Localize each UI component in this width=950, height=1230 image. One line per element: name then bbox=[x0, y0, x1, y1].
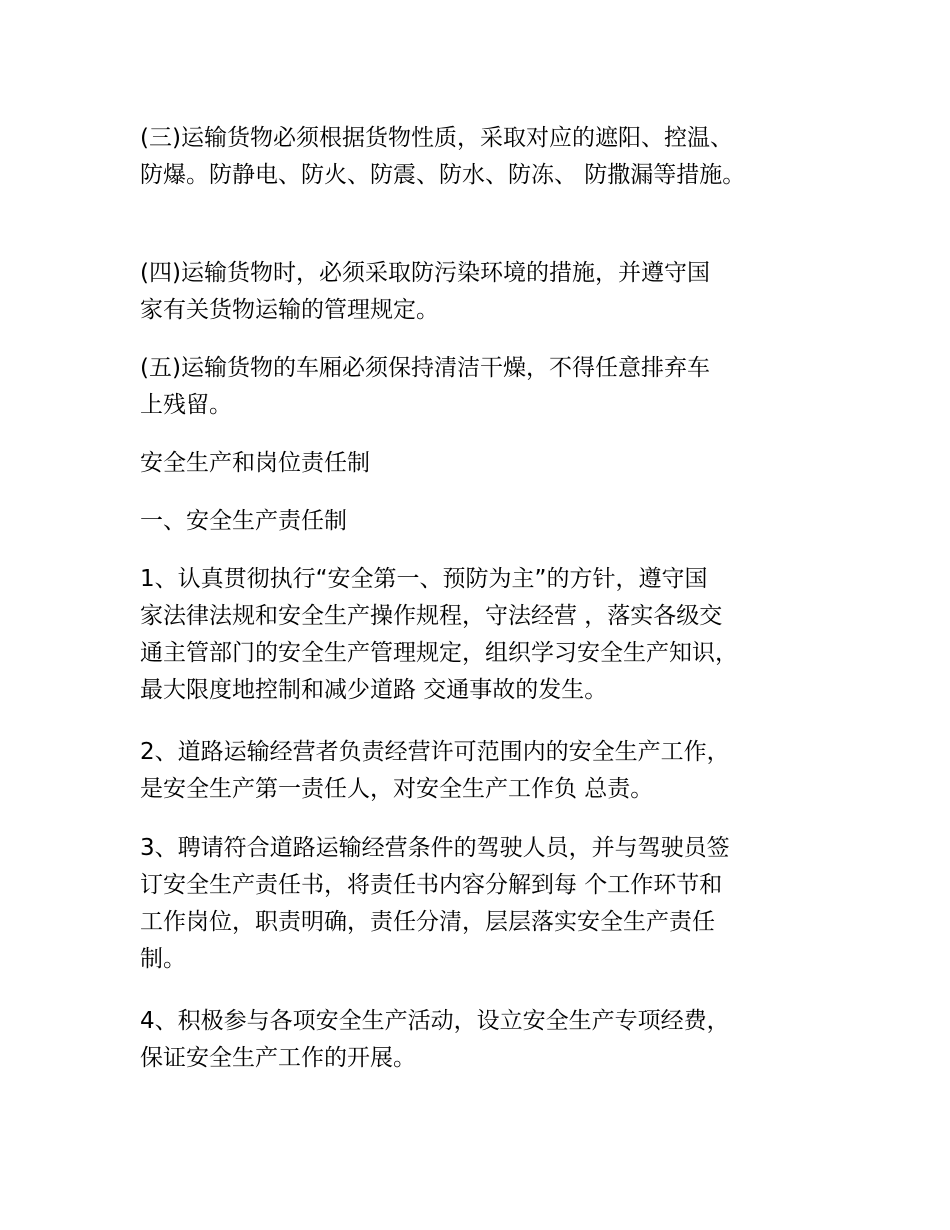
heading-line: 一、安全生产责任制 bbox=[140, 508, 347, 534]
paragraph-item-3 bbox=[140, 830, 820, 978]
text-line: 家法律法规和安全生产操作规程，守法经营 ，落实各级交 bbox=[140, 603, 723, 629]
paragraph-cargo-cleanliness bbox=[140, 350, 820, 424]
text-line: 工作岗位，职责明确，责任分清，层层落实安全生产责任 bbox=[140, 909, 715, 935]
text-line: 是安全生产第一责任人，对安全生产工作负 总责。 bbox=[140, 776, 654, 802]
text-line: 保证安全生产工作的开展。 bbox=[140, 1045, 416, 1071]
text-line: 防爆。防静电、防火、防震、防水、防冻、 防撒漏等措施。 bbox=[140, 162, 746, 188]
paragraph-pollution-prevention bbox=[140, 255, 820, 329]
paragraph-item-4 bbox=[140, 1003, 820, 1077]
text-line: 3、聘请符合道路运输经营条件的驾驶人员，并与驾驶员签 bbox=[140, 835, 730, 861]
paragraph-item-1 bbox=[140, 561, 820, 709]
text-line: 家有关货物运输的管理规定。 bbox=[140, 297, 439, 323]
paragraph-item-2 bbox=[140, 734, 820, 808]
text-line: 2、道路运输经营者负责经营许可范围内的安全生产工作， bbox=[140, 739, 730, 765]
text-line: 1、认真贯彻执行“安全第一、预防为主”的方针，遵守国 bbox=[140, 566, 708, 592]
text-line: 上残留。 bbox=[140, 392, 232, 418]
heading-line: 安全生产和岗位责任制 bbox=[140, 450, 370, 476]
subsection-heading bbox=[140, 503, 820, 540]
text-line: 制。 bbox=[140, 946, 186, 972]
section-heading bbox=[140, 445, 820, 482]
text-line: 通主管部门的安全生产管理规定，组织学习安全生产知识， bbox=[140, 640, 738, 666]
text-line: (五)运输货物的车厢必须保持清洁干燥，不得任意排弃车 bbox=[140, 355, 710, 381]
text-line: (三)运输货物必须根据货物性质，采取对应的遮阳、控温、 bbox=[140, 125, 733, 151]
text-line: 最大限度地控制和减少道路 交通事故的发生。 bbox=[140, 677, 608, 703]
text-line: 订安全生产责任书，将责任书内容分解到每 个工作环节和 bbox=[140, 872, 723, 898]
paragraph-cargo-protection bbox=[140, 120, 820, 194]
text-line: (四)运输货物时，必须采取防污染环境的措施，并遵守国 bbox=[140, 260, 710, 286]
text-line: 4、积极参与各项安全生产活动，设立安全生产专项经费， bbox=[140, 1008, 730, 1034]
